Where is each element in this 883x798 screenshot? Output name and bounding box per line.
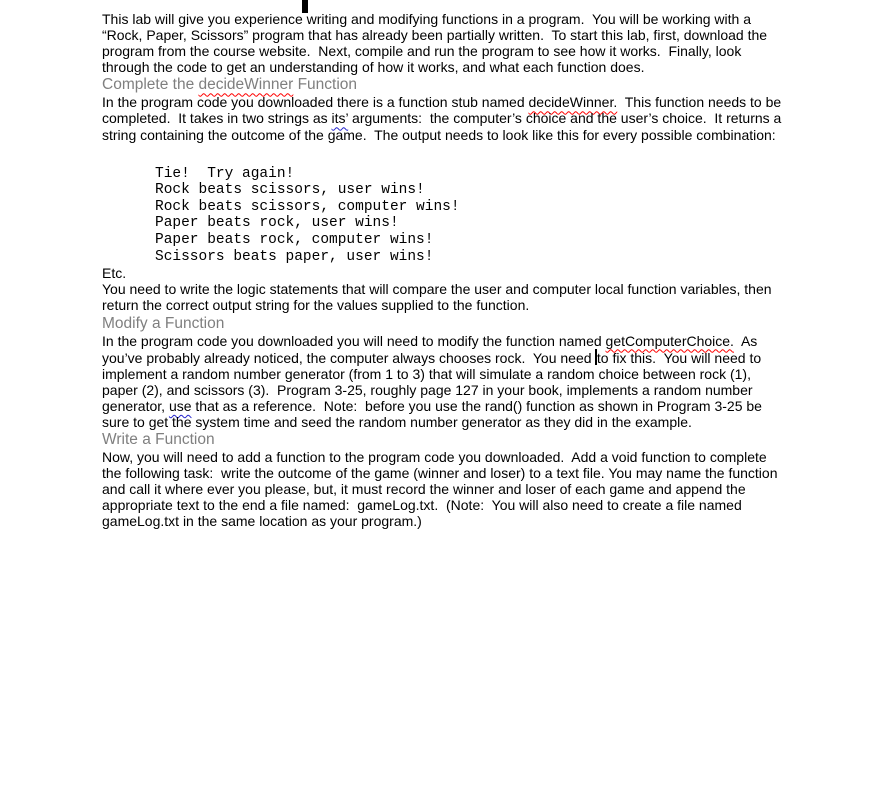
code-line: Paper beats rock, user wins! xyxy=(155,215,399,232)
paragraph-getcomputerchoice[interactable] xyxy=(102,333,784,431)
heading-modify-a-function[interactable]: Modify a Function xyxy=(102,314,225,332)
spell-marked-text: getComputerChoice. xyxy=(605,332,734,349)
paragraph-decidewinner-stub[interactable] xyxy=(102,94,784,142)
text-segment: In the program code you downloaded you will need to modify the function named xyxy=(102,332,606,349)
grammar-marked-text: use xyxy=(168,397,192,414)
grammar-marked-text: its’ xyxy=(331,110,349,127)
text-segment: arguments: the computer’s choice and the user’s choice. It returns a string containing the outcome of the game. The output needs to look like this for every possible combination: xyxy=(102,110,786,143)
heading-write-a-function[interactable]: Write a Function xyxy=(102,431,215,449)
spell-marked-text: decideWinner. xyxy=(528,94,618,111)
code-line: Scissors beats paper, user wins! xyxy=(155,248,434,265)
text-segment: This function needs to be completed. It takes in two strings as xyxy=(102,94,786,127)
paragraph-intro[interactable] xyxy=(102,11,784,75)
code-line: Rock beats scissors, computer wins! xyxy=(155,198,460,215)
text-segment: As you’ve probably already noticed, the computer always chooses rock. You need xyxy=(102,332,762,366)
code-line: Tie! Try again! xyxy=(155,165,295,182)
document-content xyxy=(102,0,784,530)
text-segment: to fix this. You will need to implement a random number generator (from 1 to 3) that will simulate a random choice between rock (1), paper (2), and scissors (3). Program 3-25, roughly page 127 in your book, implements a random number generator, xyxy=(102,349,766,414)
text-segment: This lab will give you experience writing and modifying functions in a program. You will be working with a “Rock, Paper, Scissors” program that has already been partially written. To start this lab, first, download the program from the course website. Next, compile and run the program to see how it works. Finally, look through the code to get an understanding of how it works, and what each function does. xyxy=(102,11,771,76)
text-segment: that as a reference. Note: before you use the rand() function as shown in Program 3-25 be sure to get the system time and seed the random number generator as they did in the example. xyxy=(102,397,766,430)
code-line: Rock beats scissors, user wins! xyxy=(155,182,425,199)
code-line: Paper beats rock, computer wins! xyxy=(155,232,434,249)
text-segment: Complete the xyxy=(102,76,199,94)
text-segment: You need to write the logic statements that will compare the user and computer local function variables, then return the correct output string for the values supplied to the function. xyxy=(102,281,776,314)
spell-marked-text: decideWinner xyxy=(198,76,294,94)
code-output-sample[interactable] xyxy=(102,166,784,266)
text-segment: Now, you will need to add a function to the program code you downloaded. Add a void function to complete the following task: write the outcome of the game (winner and loser) to a text file. You may name the function and call it where ever you please, but, it must record the winner and loser of each game and append the appropriate text to the end a file named: gameLog.txt. (Note: You will also need to create a file named gameLog.txt in the same location as your program.) xyxy=(102,449,782,530)
etc-label[interactable]: Etc. xyxy=(102,265,127,282)
paragraph-logic-statements[interactable] xyxy=(102,281,784,313)
text-segment: In the program code you downloaded there is a function stub named xyxy=(102,94,529,111)
text-segment: Function xyxy=(293,76,358,94)
heading-complete-decidewinner-function[interactable] xyxy=(102,75,784,94)
paragraph-add-void-function[interactable] xyxy=(102,449,784,529)
